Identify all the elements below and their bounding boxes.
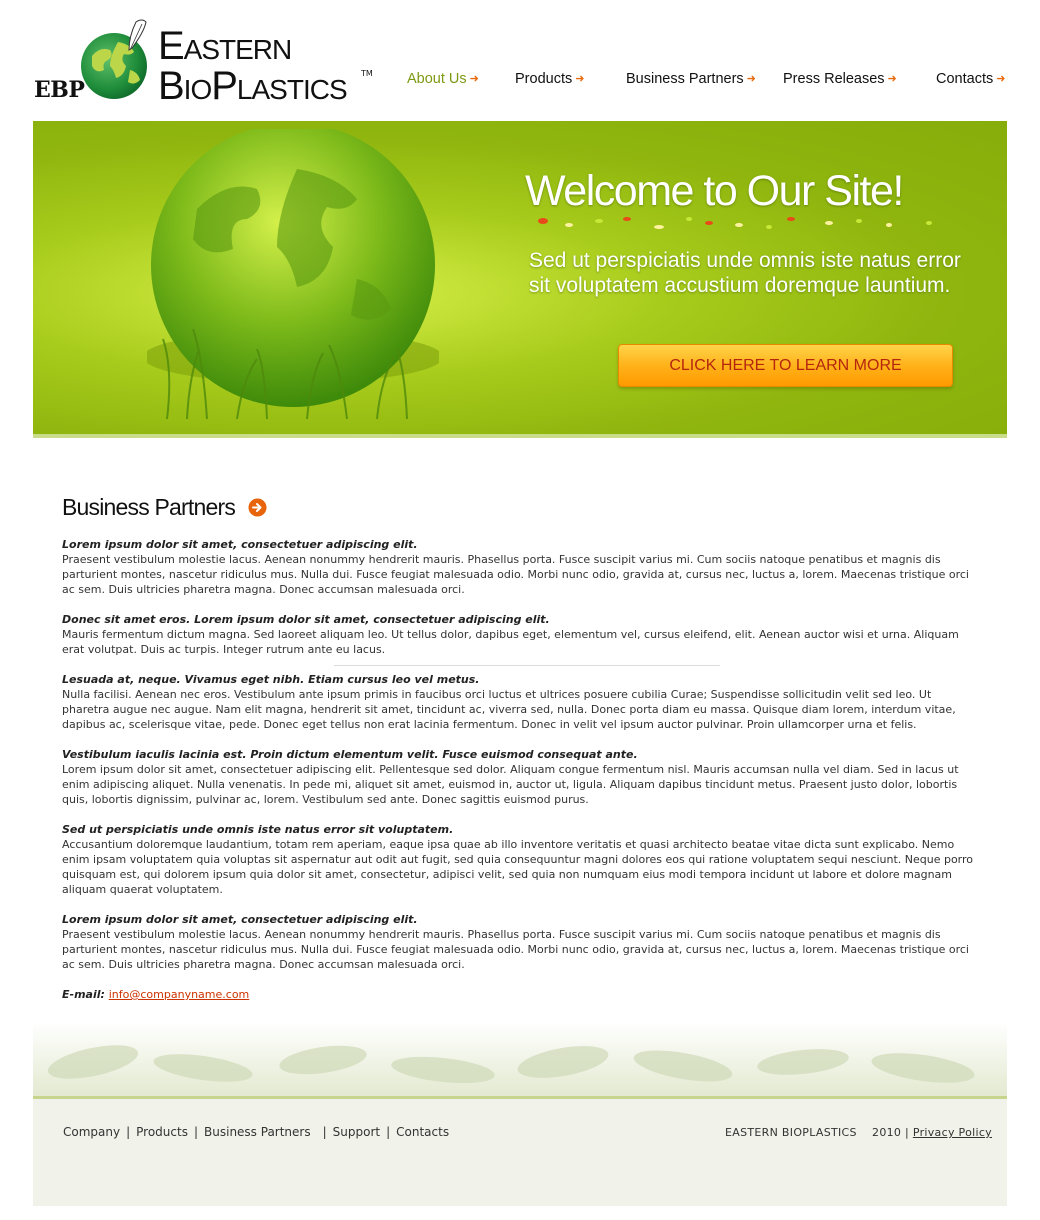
globe-quill-icon xyxy=(78,18,156,100)
nav-label: Business Partners xyxy=(626,71,744,87)
logo-name-line1: Eastern xyxy=(158,24,292,68)
feathers-decoration xyxy=(33,1022,1007,1098)
circle-arrow-right-icon[interactable] xyxy=(248,498,267,517)
arrow-right-icon: ➜ xyxy=(746,73,756,85)
section-title: Business Partners xyxy=(62,494,236,520)
site-footer xyxy=(33,1099,1007,1206)
footer-year: 2010 xyxy=(872,1126,902,1139)
nav-products[interactable] xyxy=(515,71,584,89)
paragraph-body: Lorem ipsum dolor sit amet, consectetuer adipiscing elit. Pellentesque sed dolor. Aliquam congue fermentum nisl. Mauris accumsan nulla vel diam. Sed in lacus ut enim adipiscing aliquet. Nulla venenatis. In pede mi, aliquet sit amet, euismod in, auctor ut, ligula. Aliquam dapibus tincidunt metus. Praesent justo dolor, lobortis quis, lobortis dignissim, pulvinar ac, lorem. Vestibulum sed ante. Donec sagittis euismod purus. xyxy=(62,763,959,806)
email-line xyxy=(62,987,977,1002)
nav-press-releases[interactable] xyxy=(783,71,897,89)
content-body xyxy=(62,537,977,1002)
learn-more-button[interactable]: CLICK HERE TO LEARN MORE xyxy=(618,344,953,387)
footer-link-company[interactable]: Company xyxy=(63,1125,121,1139)
nav-business-partners[interactable] xyxy=(626,71,756,89)
nav-label: Products xyxy=(515,71,573,87)
logo-name-line2: BioPlastics xyxy=(158,64,347,108)
footer-copyright xyxy=(725,1126,992,1139)
banner-subtitle: Sed ut perspiciatis unde omnis iste natus error sit voluptatem accustium doremque launtium. xyxy=(529,249,961,297)
paragraph-body: Praesent vestibulum molestie lacus. Aenean nonummy hendrerit mauris. Phasellus porta. Fusce suscipit varius mi. Cum sociis natoque penatibus et magnis dis parturient montes, nascetur ridiculus mus. Nulla dui. Fusce feugiat malesuada odio. Morbi nunc odio, gravida at, cursus nec, luctus a, lorem. Maecenas tristique orci ac sem. Duis ultricies pharetra magna. Donec accumsan malesuada orci. xyxy=(62,553,969,596)
content-paragraph xyxy=(62,672,977,732)
footer-separator: | xyxy=(126,1125,131,1139)
company-logo[interactable] xyxy=(34,4,379,108)
nav-contacts[interactable] xyxy=(936,71,1005,89)
arrow-right-icon: ➜ xyxy=(469,73,479,85)
trademark-mark: TM xyxy=(361,69,373,78)
paragraph-heading: Lorem ipsum dolor sit amet, consectetuer adipiscing elit. xyxy=(62,538,418,551)
banner-title: Welcome to Our Site! xyxy=(525,167,903,215)
email-link[interactable]: info@companyname.com xyxy=(108,988,250,1001)
hero-banner xyxy=(33,121,1007,434)
paragraph-heading: Sed ut perspiciatis unde omnis iste natus error sit voluptatem. xyxy=(62,823,454,836)
nav-label: Press Releases xyxy=(783,71,885,87)
footer-separator: | xyxy=(193,1125,199,1139)
footer-link-contacts[interactable]: Contacts xyxy=(396,1125,450,1139)
footer-separator: | xyxy=(905,1126,910,1139)
footer-nav xyxy=(63,1125,449,1139)
banner-divider xyxy=(33,434,1007,438)
globe-grass-icon xyxy=(147,129,439,429)
content-paragraph xyxy=(62,912,977,972)
content-paragraph xyxy=(62,822,977,897)
paragraph-heading: Vestibulum iaculis lacinia est. Proin dictum elementum velit. Fusce euismod consequat ante. xyxy=(62,748,638,761)
confetti-decoration xyxy=(529,213,949,233)
footer-link-business-partners[interactable]: Business Partners xyxy=(204,1125,311,1139)
paragraph-heading: Donec sit amet eros. Lorem ipsum dolor sit amet, consectetuer adipiscing elit. xyxy=(62,613,550,626)
nav-label: About Us xyxy=(407,71,467,87)
site-header xyxy=(0,0,1040,120)
footer-separator: | xyxy=(386,1125,391,1139)
content-paragraph xyxy=(62,612,977,657)
logo-abbreviation: EBP xyxy=(34,77,85,103)
footer-company-name: EASTERN BIOPLASTICS xyxy=(725,1126,857,1139)
footer-separator: | xyxy=(322,1125,327,1139)
arrow-right-icon: ➜ xyxy=(575,73,585,85)
paragraph-body: Accusantium doloremque laudantium, totam rem aperiam, eaque ipsa quae ab illo inventore veritatis et quasi architecto beatae vitae dicta sunt explicabo. Nemo enim ipsam voluptatem quia voluptas sit aspernatur aut odit aut fugit, sed quia consequuntur magni dolores eos qui ratione voluptatem sequi nesciunt. Neque porro quisquam est, qui dolorem ipsum quia dolor sit amet, consectetur, adipisci velit, sed quia non numquam eius modi tempora incidunt ut labore et dolore magnam aliquam quaerat voluptatem. xyxy=(62,838,974,896)
footer-link-support[interactable]: Support xyxy=(332,1125,381,1139)
email-label: E-mail: xyxy=(62,988,105,1001)
paragraph-body: Nulla facilisi. Aenean nec eros. Vestibulum ante ipsum primis in faucibus orci luctus et ultrices posuere cubilia Curae; Suspendisse sollicitudin velit sed leo. Ut pharetra augue nec augue. Nam elit magna, hendrerit sit amet, tincidunt ac, viverra sed, nulla. Donec porta diam eu massa. Quisque diam lorem, interdum vitae, dapibus ac, scelerisque vitae, pede. Donec eget tellus non erat lacinia fermentum. Donec in velit vel ipsum auctor pulvinar. Proin ullamcorper urna et felis. xyxy=(62,688,956,731)
content-divider xyxy=(334,665,720,666)
content-paragraph xyxy=(62,747,977,807)
paragraph-body: Praesent vestibulum molestie lacus. Aenean nonummy hendrerit mauris. Phasellus porta. Fusce suscipit varius mi. Cum sociis natoque penatibus et magnis dis parturient montes, nascetur ridiculus mus. Nulla dui. Fusce feugiat malesuada odio. Morbi nunc odio, gravida at, cursus nec, luctus a, lorem. Maecenas tristique orci ac sem. Duis ultricies pharetra magna. Donec accumsan malesuada orci. xyxy=(62,928,969,971)
privacy-policy-link[interactable]: Privacy Policy xyxy=(912,1126,992,1139)
footer-link-products[interactable]: Products xyxy=(136,1125,188,1139)
paragraph-heading: Lorem ipsum dolor sit amet, consectetuer adipiscing elit. xyxy=(62,913,418,926)
nav-about-us[interactable] xyxy=(407,71,479,89)
arrow-right-icon: ➜ xyxy=(996,73,1006,85)
arrow-right-icon: ➜ xyxy=(887,73,897,85)
nav-label: Contacts xyxy=(936,71,994,87)
paragraph-body: Mauris fermentum dictum magna. Sed laoreet aliquam leo. Ut tellus dolor, dapibus eget, elementum vel, cursus eleifend, elit. Aenean auctor wisi et urna. Aliquam erat volutpat. Duis ac turpis. Integer rutrum ante eu lacus. xyxy=(62,628,959,656)
content-paragraph xyxy=(62,537,977,597)
paragraph-heading: Lesuada at, neque. Vivamus eget nibh. Etiam cursus leo vel metus. xyxy=(62,673,480,686)
